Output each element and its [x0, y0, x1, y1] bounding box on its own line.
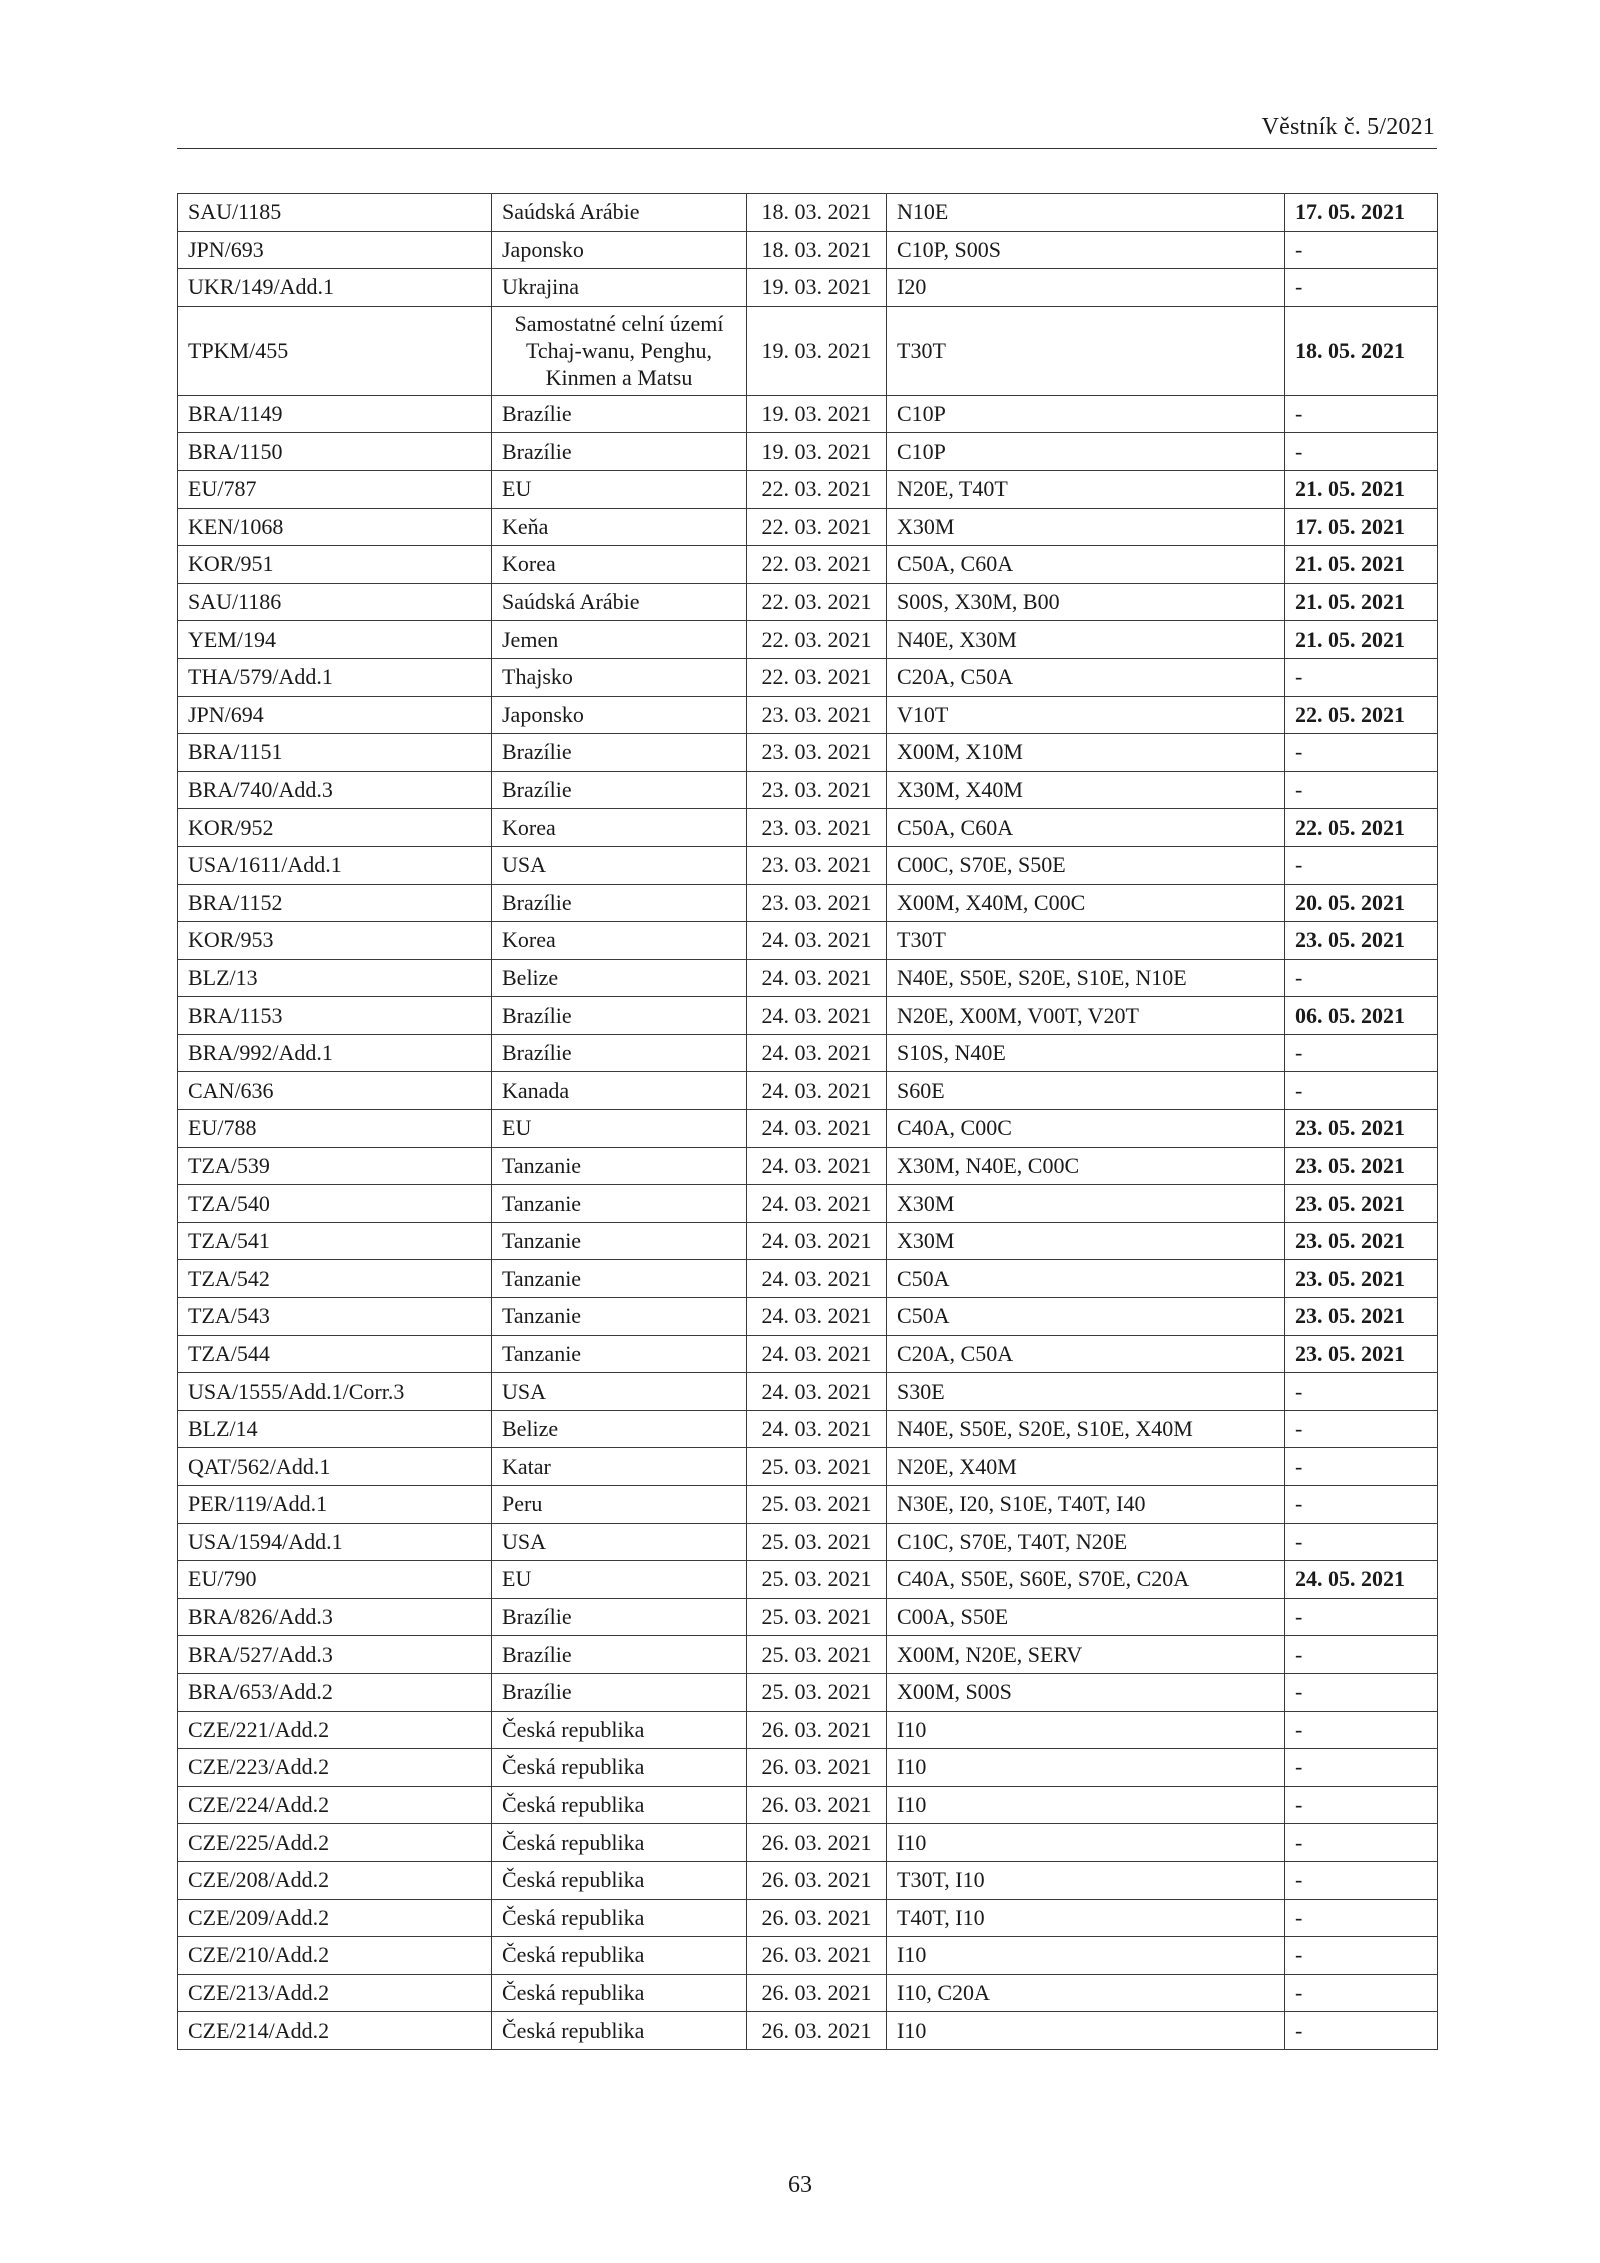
country-name: Česká republika — [492, 1824, 747, 1862]
comment-deadline: - — [1285, 1786, 1438, 1824]
product-codes: C50A, C60A — [887, 546, 1285, 584]
country-name: Tanzanie — [492, 1185, 747, 1223]
notification-symbol: CZE/213/Add.2 — [178, 1974, 492, 2012]
product-codes: X00M, S00S — [887, 1673, 1285, 1711]
notification-date: 26. 03. 2021 — [747, 1899, 887, 1937]
product-codes: C40A, S50E, S60E, S70E, C20A — [887, 1561, 1285, 1599]
notification-symbol: BLZ/13 — [178, 959, 492, 997]
country-name: Jemen — [492, 621, 747, 659]
notification-symbol: SAU/1186 — [178, 583, 492, 621]
table-row — [178, 1749, 1438, 1787]
notification-date: 22. 03. 2021 — [747, 583, 887, 621]
table-row — [178, 846, 1438, 884]
comment-deadline: 23. 05. 2021 — [1285, 922, 1438, 960]
notification-date: 23. 03. 2021 — [747, 771, 887, 809]
table-row — [178, 1110, 1438, 1148]
country-name: Česká republika — [492, 1711, 747, 1749]
table-row — [178, 1222, 1438, 1260]
country-name: Česká republika — [492, 1861, 747, 1899]
comment-deadline: - — [1285, 1711, 1438, 1749]
notification-date: 22. 03. 2021 — [747, 470, 887, 508]
product-codes: N40E, S50E, S20E, S10E, N10E — [887, 959, 1285, 997]
product-codes: N40E, X30M — [887, 621, 1285, 659]
notification-date: 22. 03. 2021 — [747, 658, 887, 696]
notification-date: 26. 03. 2021 — [747, 1786, 887, 1824]
product-codes: I10 — [887, 2012, 1285, 2050]
country-name: EU — [492, 1561, 747, 1599]
comment-deadline: - — [1285, 1899, 1438, 1937]
country-name: Saúdská Arábie — [492, 583, 747, 621]
comment-deadline: 17. 05. 2021 — [1285, 194, 1438, 232]
comment-deadline: - — [1285, 1861, 1438, 1899]
country-name: USA — [492, 846, 747, 884]
notification-symbol: BRA/1153 — [178, 997, 492, 1035]
notification-symbol: THA/579/Add.1 — [178, 658, 492, 696]
comment-deadline: 21. 05. 2021 — [1285, 583, 1438, 621]
table-row — [178, 194, 1438, 232]
notification-date: 26. 03. 2021 — [747, 1749, 887, 1787]
comment-deadline: - — [1285, 959, 1438, 997]
table-row — [178, 583, 1438, 621]
country-name: Saúdská Arábie — [492, 194, 747, 232]
table-row — [178, 546, 1438, 584]
country-name: Tanzanie — [492, 1260, 747, 1298]
table-row — [178, 1561, 1438, 1599]
comment-deadline: - — [1285, 269, 1438, 307]
notification-symbol: USA/1555/Add.1/Corr.3 — [178, 1373, 492, 1411]
notification-date: 24. 03. 2021 — [747, 1335, 887, 1373]
notification-date: 24. 03. 2021 — [747, 922, 887, 960]
comment-deadline: - — [1285, 846, 1438, 884]
product-codes: C40A, C00C — [887, 1110, 1285, 1148]
notification-symbol: BRA/1150 — [178, 433, 492, 471]
country-name: Japonsko — [492, 231, 747, 269]
country-name: Keňa — [492, 508, 747, 546]
notification-symbol: EU/788 — [178, 1110, 492, 1148]
country-name: Brazílie — [492, 395, 747, 433]
notification-date: 22. 03. 2021 — [747, 621, 887, 659]
table-row — [178, 1486, 1438, 1524]
comment-deadline: - — [1285, 1410, 1438, 1448]
country-name: Thajsko — [492, 658, 747, 696]
country-name: Belize — [492, 1410, 747, 1448]
notification-date: 24. 03. 2021 — [747, 1373, 887, 1411]
product-codes: T30T — [887, 306, 1285, 395]
table-row — [178, 395, 1438, 433]
notification-date: 23. 03. 2021 — [747, 696, 887, 734]
table-row — [178, 306, 1438, 395]
notification-date: 23. 03. 2021 — [747, 884, 887, 922]
table-row — [178, 1298, 1438, 1336]
table-row — [178, 1335, 1438, 1373]
country-name: Česká republika — [492, 2012, 747, 2050]
table-row — [178, 658, 1438, 696]
notification-date: 19. 03. 2021 — [747, 433, 887, 471]
notification-symbol: BRA/527/Add.3 — [178, 1636, 492, 1674]
bulletin-title: Věstník č. 5/2021 — [1261, 114, 1435, 140]
country-name: USA — [492, 1373, 747, 1411]
comment-deadline: - — [1285, 1448, 1438, 1486]
table-row — [178, 2012, 1438, 2050]
comment-deadline: - — [1285, 1523, 1438, 1561]
comment-deadline: 23. 05. 2021 — [1285, 1110, 1438, 1148]
table-row — [178, 1824, 1438, 1862]
comment-deadline: - — [1285, 658, 1438, 696]
country-name: EU — [492, 470, 747, 508]
country-name: Brazílie — [492, 884, 747, 922]
notification-date: 22. 03. 2021 — [747, 508, 887, 546]
table-row — [178, 884, 1438, 922]
notification-symbol: TZA/539 — [178, 1147, 492, 1185]
notification-date: 25. 03. 2021 — [747, 1486, 887, 1524]
product-codes: N20E, T40T — [887, 470, 1285, 508]
notification-date: 26. 03. 2021 — [747, 1824, 887, 1862]
notification-date: 26. 03. 2021 — [747, 1974, 887, 2012]
notification-symbol: TZA/541 — [178, 1222, 492, 1260]
country-name: Brazílie — [492, 997, 747, 1035]
product-codes: C20A, C50A — [887, 1335, 1285, 1373]
country-name: Tanzanie — [492, 1222, 747, 1260]
notifications-table-body — [178, 194, 1438, 2050]
notification-date: 18. 03. 2021 — [747, 231, 887, 269]
product-codes: X30M, N40E, C00C — [887, 1147, 1285, 1185]
table-row — [178, 809, 1438, 847]
table-row — [178, 922, 1438, 960]
notification-date: 19. 03. 2021 — [747, 306, 887, 395]
notification-date: 25. 03. 2021 — [747, 1523, 887, 1561]
product-codes: I10 — [887, 1786, 1285, 1824]
comment-deadline: - — [1285, 1486, 1438, 1524]
comment-deadline: 23. 05. 2021 — [1285, 1260, 1438, 1298]
notification-date: 25. 03. 2021 — [747, 1561, 887, 1599]
country-name: Japonsko — [492, 696, 747, 734]
table-row — [178, 1260, 1438, 1298]
product-codes: C00C, S70E, S50E — [887, 846, 1285, 884]
table-row — [178, 1147, 1438, 1185]
table-row — [178, 433, 1438, 471]
table-row — [178, 734, 1438, 772]
table-row — [178, 231, 1438, 269]
notification-symbol: EU/787 — [178, 470, 492, 508]
notification-date: 18. 03. 2021 — [747, 194, 887, 232]
notification-symbol: SAU/1185 — [178, 194, 492, 232]
product-codes: T30T, I10 — [887, 1861, 1285, 1899]
table-row — [178, 1711, 1438, 1749]
country-name: Tanzanie — [492, 1335, 747, 1373]
table-row — [178, 1448, 1438, 1486]
comment-deadline: - — [1285, 1749, 1438, 1787]
country-name: Samostatné celní území Tchaj-wanu, Penghu, Kinmen a Matsu — [492, 306, 747, 395]
table-row — [178, 959, 1438, 997]
comment-deadline: - — [1285, 1824, 1438, 1862]
comment-deadline: - — [1285, 395, 1438, 433]
notification-symbol: EU/790 — [178, 1561, 492, 1599]
comment-deadline: - — [1285, 771, 1438, 809]
table-row — [178, 1861, 1438, 1899]
product-codes: C10P — [887, 433, 1285, 471]
notification-date: 24. 03. 2021 — [747, 1147, 887, 1185]
country-name: EU — [492, 1110, 747, 1148]
notification-date: 19. 03. 2021 — [747, 395, 887, 433]
comment-deadline: 20. 05. 2021 — [1285, 884, 1438, 922]
table-row — [178, 1410, 1438, 1448]
notification-date: 22. 03. 2021 — [747, 546, 887, 584]
notification-symbol: JPN/694 — [178, 696, 492, 734]
notifications-table — [177, 193, 1438, 2050]
country-name: Tanzanie — [492, 1147, 747, 1185]
product-codes: I20 — [887, 269, 1285, 307]
product-codes: I10 — [887, 1749, 1285, 1787]
table-row — [178, 1034, 1438, 1072]
country-name: Peru — [492, 1486, 747, 1524]
product-codes: X00M, X10M — [887, 734, 1285, 772]
table-row — [178, 1899, 1438, 1937]
notification-symbol: BRA/1149 — [178, 395, 492, 433]
notification-date: 19. 03. 2021 — [747, 269, 887, 307]
table-row — [178, 1598, 1438, 1636]
product-codes: S10S, N40E — [887, 1034, 1285, 1072]
product-codes: C50A, C60A — [887, 809, 1285, 847]
notification-symbol: PER/119/Add.1 — [178, 1486, 492, 1524]
notification-symbol: BRA/992/Add.1 — [178, 1034, 492, 1072]
country-name: Katar — [492, 1448, 747, 1486]
product-codes: I10, C20A — [887, 1974, 1285, 2012]
notification-symbol: CZE/224/Add.2 — [178, 1786, 492, 1824]
comment-deadline: 23. 05. 2021 — [1285, 1298, 1438, 1336]
notification-date: 24. 03. 2021 — [747, 997, 887, 1035]
notification-date: 26. 03. 2021 — [747, 1861, 887, 1899]
product-codes: C10P, S00S — [887, 231, 1285, 269]
notification-symbol: JPN/693 — [178, 231, 492, 269]
product-codes: C00A, S50E — [887, 1598, 1285, 1636]
notification-symbol: CZE/223/Add.2 — [178, 1749, 492, 1787]
notification-date: 23. 03. 2021 — [747, 809, 887, 847]
table-row — [178, 1072, 1438, 1110]
comment-deadline: - — [1285, 2012, 1438, 2050]
country-name: Belize — [492, 959, 747, 997]
notification-date: 26. 03. 2021 — [747, 1937, 887, 1975]
product-codes: C10C, S70E, T40T, N20E — [887, 1523, 1285, 1561]
notification-symbol: KOR/951 — [178, 546, 492, 584]
notification-date: 24. 03. 2021 — [747, 1185, 887, 1223]
comment-deadline: - — [1285, 231, 1438, 269]
notification-date: 25. 03. 2021 — [747, 1636, 887, 1674]
product-codes: N10E — [887, 194, 1285, 232]
comment-deadline: - — [1285, 433, 1438, 471]
country-name: Česká republika — [492, 1786, 747, 1824]
notification-symbol: QAT/562/Add.1 — [178, 1448, 492, 1486]
notification-date: 24. 03. 2021 — [747, 1298, 887, 1336]
country-name: Česká republika — [492, 1899, 747, 1937]
notification-symbol: BRA/1151 — [178, 734, 492, 772]
product-codes: I10 — [887, 1824, 1285, 1862]
notification-symbol: CZE/209/Add.2 — [178, 1899, 492, 1937]
country-name: Korea — [492, 809, 747, 847]
notification-symbol: TZA/543 — [178, 1298, 492, 1336]
table-row — [178, 1373, 1438, 1411]
table-row — [178, 1937, 1438, 1975]
notification-date: 26. 03. 2021 — [747, 1711, 887, 1749]
table-row — [178, 1673, 1438, 1711]
page-number: 63 — [788, 2172, 812, 2198]
notification-symbol: YEM/194 — [178, 621, 492, 659]
product-codes: X30M — [887, 1185, 1285, 1223]
comment-deadline: 06. 05. 2021 — [1285, 997, 1438, 1035]
country-name: Brazílie — [492, 433, 747, 471]
notification-symbol: TZA/542 — [178, 1260, 492, 1298]
table-row — [178, 1523, 1438, 1561]
product-codes: I10 — [887, 1937, 1285, 1975]
notification-symbol: TZA/540 — [178, 1185, 492, 1223]
comment-deadline: - — [1285, 1673, 1438, 1711]
comment-deadline: - — [1285, 1034, 1438, 1072]
table-row — [178, 508, 1438, 546]
country-name: Česká republika — [492, 1937, 747, 1975]
product-codes: X00M, X40M, C00C — [887, 884, 1285, 922]
comment-deadline: 23. 05. 2021 — [1285, 1185, 1438, 1223]
country-name: Brazílie — [492, 1636, 747, 1674]
comment-deadline: - — [1285, 734, 1438, 772]
notification-symbol: CZE/210/Add.2 — [178, 1937, 492, 1975]
country-name: Ukrajina — [492, 269, 747, 307]
notification-date: 24. 03. 2021 — [747, 1072, 887, 1110]
notification-symbol: BRA/653/Add.2 — [178, 1673, 492, 1711]
product-codes: N40E, S50E, S20E, S10E, X40M — [887, 1410, 1285, 1448]
notification-symbol: CAN/636 — [178, 1072, 492, 1110]
comment-deadline: 21. 05. 2021 — [1285, 470, 1438, 508]
comment-deadline: 23. 05. 2021 — [1285, 1335, 1438, 1373]
product-codes: C50A — [887, 1260, 1285, 1298]
page-header — [177, 108, 1437, 149]
comment-deadline: 21. 05. 2021 — [1285, 621, 1438, 659]
product-codes: C50A — [887, 1298, 1285, 1336]
notification-date: 25. 03. 2021 — [747, 1673, 887, 1711]
product-codes: X30M — [887, 1222, 1285, 1260]
country-name: Brazílie — [492, 1598, 747, 1636]
table-row — [178, 1786, 1438, 1824]
table-row — [178, 1636, 1438, 1674]
table-row — [178, 470, 1438, 508]
product-codes: T40T, I10 — [887, 1899, 1285, 1937]
notification-date: 23. 03. 2021 — [747, 734, 887, 772]
comment-deadline: - — [1285, 1373, 1438, 1411]
table-row — [178, 997, 1438, 1035]
comment-deadline: 23. 05. 2021 — [1285, 1222, 1438, 1260]
notification-date: 24. 03. 2021 — [747, 959, 887, 997]
country-name: Brazílie — [492, 1034, 747, 1072]
comment-deadline: 23. 05. 2021 — [1285, 1147, 1438, 1185]
notification-symbol: KEN/1068 — [178, 508, 492, 546]
comment-deadline: 22. 05. 2021 — [1285, 809, 1438, 847]
comment-deadline: - — [1285, 1598, 1438, 1636]
notification-symbol: CZE/214/Add.2 — [178, 2012, 492, 2050]
notification-symbol: USA/1611/Add.1 — [178, 846, 492, 884]
comment-deadline: - — [1285, 1072, 1438, 1110]
notification-symbol: BRA/740/Add.3 — [178, 771, 492, 809]
notification-symbol: TPKM/455 — [178, 306, 492, 395]
notification-symbol: BLZ/14 — [178, 1410, 492, 1448]
comment-deadline: - — [1285, 1636, 1438, 1674]
product-codes: X30M — [887, 508, 1285, 546]
product-codes: I10 — [887, 1711, 1285, 1749]
notification-symbol: BRA/1152 — [178, 884, 492, 922]
comment-deadline: 17. 05. 2021 — [1285, 508, 1438, 546]
comment-deadline: 24. 05. 2021 — [1285, 1561, 1438, 1599]
table-row — [178, 269, 1438, 307]
notification-symbol: CZE/221/Add.2 — [178, 1711, 492, 1749]
country-name: Korea — [492, 922, 747, 960]
notification-date: 24. 03. 2021 — [747, 1260, 887, 1298]
country-name: Korea — [492, 546, 747, 584]
country-name: Brazílie — [492, 771, 747, 809]
notification-symbol: USA/1594/Add.1 — [178, 1523, 492, 1561]
comment-deadline: - — [1285, 1974, 1438, 2012]
product-codes: S00S, X30M, B00 — [887, 583, 1285, 621]
comment-deadline: 21. 05. 2021 — [1285, 546, 1438, 584]
notification-symbol: CZE/225/Add.2 — [178, 1824, 492, 1862]
notification-date: 24. 03. 2021 — [747, 1110, 887, 1148]
country-name: Tanzanie — [492, 1298, 747, 1336]
notification-symbol: BRA/826/Add.3 — [178, 1598, 492, 1636]
notification-date: 24. 03. 2021 — [747, 1034, 887, 1072]
country-name: Česká republika — [492, 1974, 747, 2012]
product-codes: S30E — [887, 1373, 1285, 1411]
product-codes: T30T — [887, 922, 1285, 960]
product-codes: N30E, I20, S10E, T40T, I40 — [887, 1486, 1285, 1524]
notification-date: 24. 03. 2021 — [747, 1222, 887, 1260]
comment-deadline: 22. 05. 2021 — [1285, 696, 1438, 734]
country-name: USA — [492, 1523, 747, 1561]
notification-date: 23. 03. 2021 — [747, 846, 887, 884]
notification-date: 24. 03. 2021 — [747, 1410, 887, 1448]
product-codes: N20E, X00M, V00T, V20T — [887, 997, 1285, 1035]
notification-date: 26. 03. 2021 — [747, 2012, 887, 2050]
product-codes: V10T — [887, 696, 1285, 734]
notification-symbol: CZE/208/Add.2 — [178, 1861, 492, 1899]
country-name: Brazílie — [492, 734, 747, 772]
country-name: Česká republika — [492, 1749, 747, 1787]
comment-deadline: - — [1285, 1937, 1438, 1975]
country-name: Brazílie — [492, 1673, 747, 1711]
product-codes: X00M, N20E, SERV — [887, 1636, 1285, 1674]
product-codes: S60E — [887, 1072, 1285, 1110]
country-name: Kanada — [492, 1072, 747, 1110]
product-codes: X30M, X40M — [887, 771, 1285, 809]
notification-date: 25. 03. 2021 — [747, 1598, 887, 1636]
comment-deadline: 18. 05. 2021 — [1285, 306, 1438, 395]
table-row — [178, 621, 1438, 659]
notification-symbol: KOR/953 — [178, 922, 492, 960]
table-row — [178, 1974, 1438, 2012]
product-codes: C10P — [887, 395, 1285, 433]
notification-symbol: UKR/149/Add.1 — [178, 269, 492, 307]
notification-date: 25. 03. 2021 — [747, 1448, 887, 1486]
table-row — [178, 771, 1438, 809]
table-row — [178, 696, 1438, 734]
notification-symbol: KOR/952 — [178, 809, 492, 847]
notification-symbol: TZA/544 — [178, 1335, 492, 1373]
table-row — [178, 1185, 1438, 1223]
product-codes: N20E, X40M — [887, 1448, 1285, 1486]
product-codes: C20A, C50A — [887, 658, 1285, 696]
